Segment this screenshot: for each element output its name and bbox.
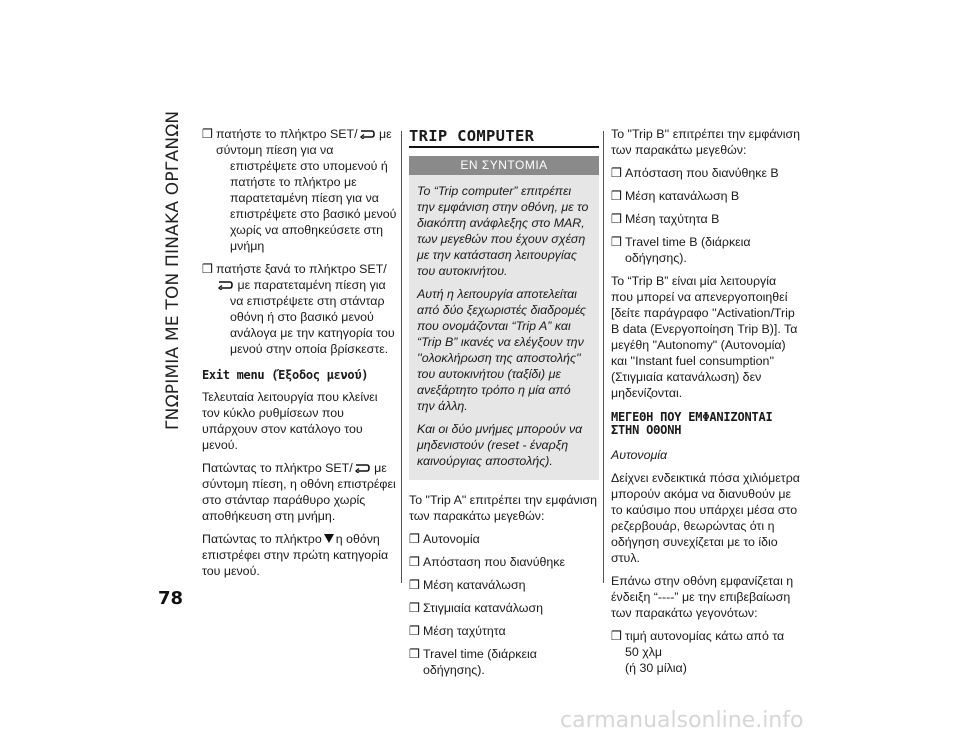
summary-box: Το “Trip computer” επιτρέπει την εμφάνιση στην οθόνη, με το διακόπτη ανάφλεξης στο MAR, των μεγεθών που έχουν σχέση με την κατάσταση λειτουργίας του αυτοκινήτου. Αυτή η λειτουργία αποτελείται από δύο ξεχωριστές διαδρομές που ονομάζονται “Trip A” και “Trip B” ικανές να ελέγξουν την ''ολοκλήρωση της αποστολής'' του αυτοκινήτου (ταξίδι) με ανεξάρτητο τρόπο η μία από την άλλη. Και οι δύο μνήμες μπορούν να μηδενιστούν (reset - έναρξη καινούργιας αποστολής). <box>409 175 599 480</box>
paragraph: Δείχνει ενδεικτικά πόσα χιλιόμετρα μπορούν ακόμα να διανυθούν με το καύσιμο που υπάρχει μέσα στο ρεζερβουάρ, θεωρώντας ότι η οδήγηση συνεχίζεται με το ίδιο στυλ. <box>611 471 800 565</box>
checkbox-bullet-icon: ❒ <box>409 532 421 546</box>
list-item: ❒ τιμή αυτονομίας κάτω από τα 50 χλμ (ή 30 μίλια) <box>611 629 785 675</box>
column-right <box>611 126 801 683</box>
column-divider <box>603 131 604 583</box>
list-item: ❒ Μέση ταχύτητα <box>409 624 506 638</box>
section-heading: ΜΕΓΕΘΗ ΠΟΥ ΕΜΦΑΝΙΖΟΝΤΑΙ ΣΤΗΝ ΟΘΟΝΗ <box>611 410 773 437</box>
return-arrow-icon <box>354 463 370 473</box>
list-item: ❒ Travel time B (διάρκεια οδήγησης). <box>611 235 751 265</box>
checkbox-bullet-icon: ❒ <box>611 235 623 249</box>
checkbox-bullet-icon: ❒ <box>611 629 623 643</box>
column-middle <box>409 126 599 685</box>
list-item: ❒ Στιγμιαία κατανάλωση <box>409 601 543 615</box>
checkbox-bullet-icon: ❒ <box>409 624 421 638</box>
list-item: ❒ Απόσταση που διανύθηκε <box>409 555 565 569</box>
paragraph: Το "Trip B'' επιτρέπει την εμφάνιση των παρακάτω μεγεθών: <box>611 127 801 157</box>
checkbox-bullet-icon: ❒ <box>409 578 421 592</box>
checkbox-bullet-icon: ❒ <box>409 555 421 569</box>
list-item: ❒ Μέση κατανάλωση B <box>611 189 740 203</box>
paragraph: Τελευταία λειτουργία που κλείνει τον κύκλο ρυθμίσεων που υπάρχουν στον κατάλογο του μενού. <box>202 390 378 452</box>
exit-menu-heading: Exit menu (Έξοδος μενού) <box>202 368 369 382</box>
list-item: ❒ Travel time (διάρκεια οδήγησης). <box>409 647 537 677</box>
summary-box-title: ΕΝ ΣΥΝΤΟΜΙΑ <box>409 156 599 175</box>
list-item: ❒ πατήστε το πλήκτρο SET/ με σύντομη πίεση για να επιστρέψετε στο υπομενού ή πατήστε το πλήκτρο με παρατεταμένη πίεση για να επιστρέψετε στο βασικό μενού χωρίς να αποθηκεύσετε στη μνήμη <box>202 127 397 253</box>
list-item: ❒ Μέση ταχύτητα B <box>611 212 720 226</box>
column-divider <box>401 131 402 583</box>
checkbox-bullet-icon: ❒ <box>202 262 214 276</box>
paragraph: Το "Trip A" επιτρέπει την εμφάνιση των παρακάτω μεγεθών: <box>409 493 598 523</box>
section-title: TRIP COMPUTER <box>409 128 599 148</box>
paragraph: Το “Trip B” είναι μία λειτουργία που μπορεί να απενεργοποιηθεί [δείτε παράγραφο ''Activation/Trip B data (Ενεργοποίηση Trip B)]. Τα μεγέθη "Autonomy" (Αυτονομία) και ''Instant fuel consumption'' (Στιγμιαία κατανάλωση) δεν μηδενίζονται. <box>611 274 798 400</box>
page-number: 78 <box>158 588 184 609</box>
paragraph: Επάνω στην οθόνη εμφανίζεται η ένδειξη “----” με την επιβεβαίωση των παρακάτω γεγονότων: <box>611 574 794 620</box>
checkbox-bullet-icon: ❒ <box>611 189 623 203</box>
paragraph: Πατώντας το πλήκτρο η οθόνη επιστρέφει στην πρώτη κατηγορία του μενού. <box>202 532 389 578</box>
down-triangle-icon <box>324 534 334 543</box>
watermark: carmanualsonline.info <box>560 708 804 733</box>
checkbox-bullet-icon: ❒ <box>409 601 421 615</box>
column-left <box>202 126 397 586</box>
list-item: ❒ Απόσταση που διανύθηκε B <box>611 166 779 180</box>
checkbox-bullet-icon: ❒ <box>202 127 214 141</box>
list-item: ❒ Μέση κατανάλωση <box>409 578 526 592</box>
subheading: Αυτονομία <box>611 448 668 462</box>
checkbox-bullet-icon: ❒ <box>611 212 623 226</box>
chapter-title: ΓΝΩΡΙΜΙΑ ΜΕ ΤΟΝ ΠΙΝΑΚΑ ΟΡΓΑΝΩΝ <box>163 110 183 430</box>
list-item: ❒ πατήστε ξανά το πλήκτρο SET/ με παρατεταμένη πίεση για να επιστρέψετε στη στάνταρ οθόνη ή στο βασικό μενού ανάλογα με την κατηγορία του μενού στην οποία βρίσκεστε. <box>202 262 395 356</box>
checkbox-bullet-icon: ❒ <box>611 166 623 180</box>
return-arrow-icon <box>217 280 233 290</box>
paragraph: Πατώντας το πλήκτρο SET/ με σύντομη πίεση, η οθόνη επιστρέφει στο στάνταρ παράθυρο χωρίς αποθήκευση στη μνήμη. <box>202 461 396 523</box>
list-item: ❒ Αυτονομία <box>409 532 480 546</box>
return-arrow-icon <box>359 129 375 139</box>
checkbox-bullet-icon: ❒ <box>409 647 421 661</box>
